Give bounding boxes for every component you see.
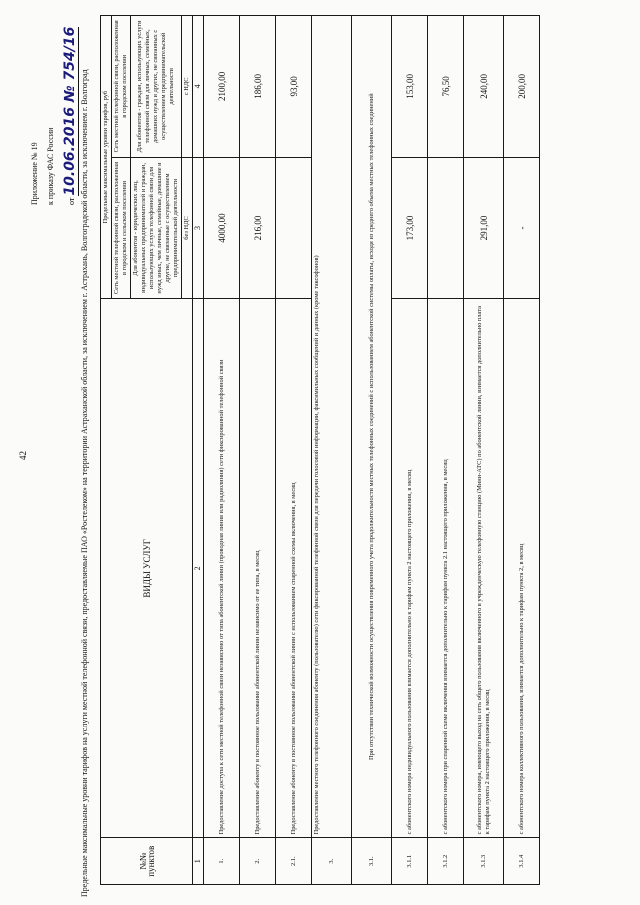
appendix-date-line xyxy=(62,5,79,205)
row-text: с абонентского номера при спаренной схеме включения взимается дополнительно к тарифам пункта 2.1 настоящего приложения, в месяц xyxy=(428,299,464,838)
column-number-3: 3 xyxy=(193,157,204,299)
header-col-services: ВИДЫ УСЛУГ xyxy=(101,299,193,838)
row-text: Предоставление местного телефонного соединения абоненту (пользователю) сети фиксированной телефонной связи для передачи голосовой информации, факсимильных сообщений и данных (кроме таксофонов) xyxy=(312,16,352,838)
header-col-levels: Предельные максимальные уровни тарифов, руб xyxy=(101,16,112,299)
row-number: 3.1. xyxy=(352,838,392,885)
table-row xyxy=(504,16,540,885)
row-number: 3.1.1 xyxy=(392,838,428,885)
row-value-3: 291,00 xyxy=(464,157,504,299)
row-value-4: 76,50 xyxy=(428,16,464,158)
row-value-3: - xyxy=(504,157,540,299)
row-number: 3.1.4 xyxy=(504,838,540,885)
row-number: 2. xyxy=(240,838,276,885)
row-text: Предоставление абоненту в постоянное пользование абонентской линии независимо от ее типа, в месяц xyxy=(240,299,276,838)
header-network-b: Сеть местной телефонной связи, расположенная в городском поселении xyxy=(112,16,131,158)
row-number: 1. xyxy=(204,838,240,885)
row-value-3 xyxy=(428,157,464,299)
handwritten-date xyxy=(62,27,79,196)
row-text: с абонентского номера коллективного пользования, взимается дополнительно к тарифам пункта 2, в месяц xyxy=(504,299,540,838)
row-value-4: 200,00 xyxy=(504,16,540,158)
header-vat-a: без НДС xyxy=(182,157,193,299)
table-row xyxy=(312,16,352,885)
header-network-a: Сеть местной телефонной связи, расположенная в городском и сельском поселении xyxy=(112,157,131,299)
row-value-4: 93,00 xyxy=(276,16,312,158)
row-text: При отсутствии технической возможности осуществления повременного учета продолжительности местных телефонных соединений с использованием абонентской системы оплаты, исходя из среднего объема местных телефонных соединений xyxy=(352,16,392,838)
appendix-date-prefix: от xyxy=(67,197,76,205)
row-value-4: 186,00 xyxy=(240,16,276,158)
header-subscriber-a: Для абонентов - юридических лиц, индивидуальных предпринимателей и граждан, использующих услуги телефонной связи для нужд иных, чем личные, семейные, домашние и другие, не связанные с осуществлением предпринимательской деятельности xyxy=(131,157,182,299)
header-col-num: №№ пунктов xyxy=(101,838,193,885)
table-row xyxy=(464,16,504,885)
table-row xyxy=(428,16,464,885)
table-row xyxy=(392,16,428,885)
row-value-3: 216,00 xyxy=(240,157,276,299)
table-row xyxy=(240,16,276,885)
appendix-order: к приказу ФАС России xyxy=(46,127,55,205)
row-text: Предоставление абоненту в постоянное пользование абонентской линии с использованием спаренной схемы включения, в месяц xyxy=(276,299,312,838)
appendix-number: Приложение № 19 xyxy=(30,142,39,205)
row-number: 3. xyxy=(312,838,352,885)
row-number: 3.1.2 xyxy=(428,838,464,885)
row-value-4: 2100,00 xyxy=(204,16,240,158)
header-row-1 xyxy=(101,16,112,885)
row-value-4: 240,00 xyxy=(464,16,504,158)
column-numbers-row xyxy=(193,16,204,885)
header-vat-b: с НДС xyxy=(182,16,193,158)
column-number-4: 4 xyxy=(193,16,204,158)
table-row xyxy=(352,16,392,885)
tariff-table xyxy=(100,15,540,885)
row-text: с абонентского номера, имеющего выход на сеть общего пользования включенного в учрежденческую телефонную станцию (Мини-АТС) по абонентской линии, взимается дополнительно плата к тарифам пункта 2 настоящего приложения, в месяц xyxy=(464,299,504,838)
header-subscriber-b: Для абонентов - граждан, использующих услуги телефонной связи для личных, семейных, домашних нужд и других, не связанных с осуществлением предпринимательской деятельности xyxy=(131,16,182,158)
row-text: Предоставление доступа к сети местной телефонной связи независимо от типа абонентской линии (проводная линия или радиолиния) сети фиксированной телефонной связи xyxy=(204,299,240,838)
row-value-4: 153,00 xyxy=(392,16,428,158)
row-value-3: 4000,00 xyxy=(204,157,240,299)
table-row xyxy=(204,16,240,885)
row-value-3: 173,00 xyxy=(392,157,428,299)
row-number: 2.1. xyxy=(276,838,312,885)
row-text: с абонентского номера индивидуального пользования взимается дополнительно к тарифам пункта 2 настоящего приложения, в месяц xyxy=(392,299,428,838)
row-number: 3.1.3 xyxy=(464,838,504,885)
row-value-3 xyxy=(276,157,312,299)
column-number-2: 2 xyxy=(193,299,204,838)
document-title: Предельные максимальные уровни тарифов на услуги местной телефонной связи, предоставляемые ПАО «Ростелеком» на территории Астраханской области, за исключением г. Астрахань, Волгоградской области, за исключением г. Волгоград xyxy=(80,69,89,897)
page-number: 42 xyxy=(18,451,28,460)
column-number-1: 1 xyxy=(193,838,204,885)
table-row xyxy=(276,16,312,885)
handwritten-date-text: 10.06.2016 № 754/16 xyxy=(62,26,78,196)
